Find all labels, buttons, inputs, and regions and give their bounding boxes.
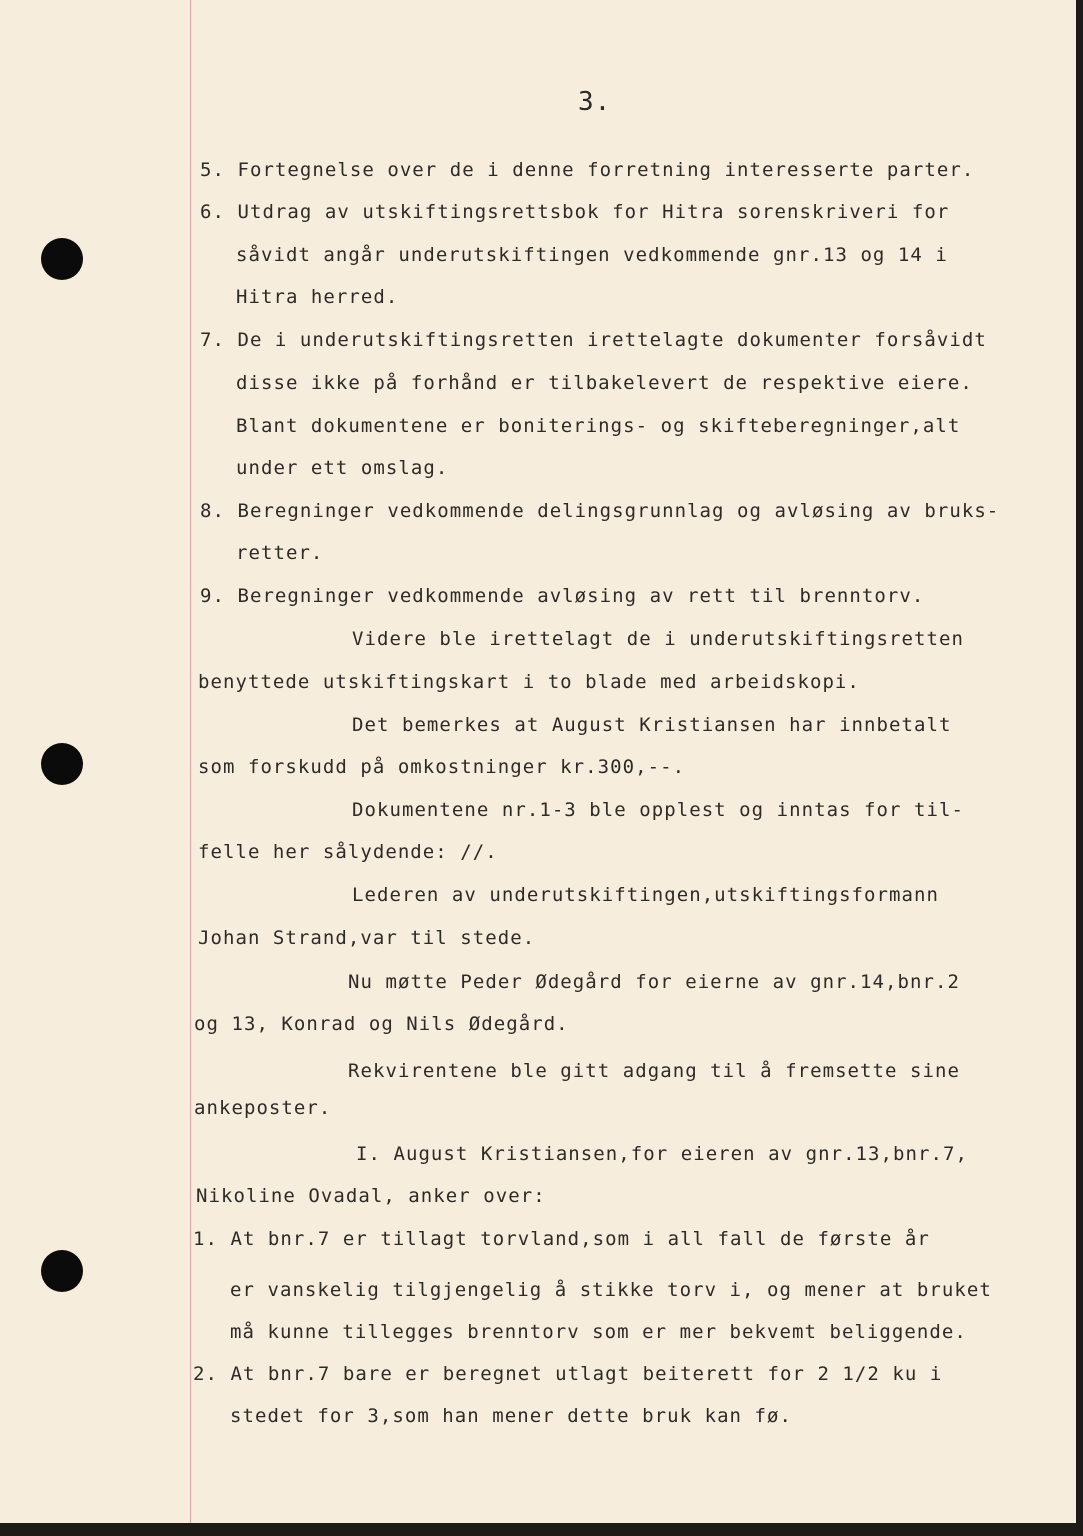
- paragraph-line: Dokumentene nr.1-3 ble opplest og inntas for til-: [352, 799, 964, 821]
- list-item-7: 7. De i underutskiftingsretten irettelagte dokumenter forsåvidt: [200, 329, 987, 351]
- list-item-9: 9. Beregninger vedkommende avløsing av rett til brenntorv.: [200, 585, 925, 607]
- list-item-8: 8. Beregninger vedkommende delingsgrunnlag og avløsing av bruks-: [200, 500, 1000, 522]
- paragraph-line: Nikoline Ovadal, anker over:: [196, 1185, 546, 1207]
- paragraph-line: Det bemerkes at August Kristiansen har innbetalt: [352, 714, 952, 736]
- list-item-7-cont-3: under ett omslag.: [236, 457, 449, 479]
- page-number: 3.: [578, 87, 612, 117]
- list-item-8-cont: retter.: [236, 542, 324, 564]
- punch-hole-top: [41, 238, 83, 280]
- paragraph-line: Rekvirentene ble gitt adgang til å fremsette sine: [348, 1060, 960, 1082]
- paragraph-line: I. August Kristiansen,for eieren av gnr.13,bnr.7,: [356, 1143, 968, 1165]
- appeal-item-1-cont-1: er vanskelig tilgjengelig å stikke torv i, og mener at bruket: [230, 1279, 992, 1301]
- paragraph-line: Videre ble irettelagt de i underutskiftingsretten: [352, 628, 964, 650]
- paragraph-line: Johan Strand,var til stede.: [198, 927, 536, 949]
- appeal-item-1-cont-2: må kunne tillegges brenntorv som er mer bekvemt beliggende.: [230, 1321, 967, 1343]
- punch-hole-middle: [41, 743, 83, 785]
- paragraph-line: felle her sålydende: //.: [198, 841, 498, 863]
- appeal-item-2: 2. At bnr.7 bare er beregnet utlagt beiterett for 2 1/2 ku i: [193, 1363, 943, 1385]
- paragraph-line: ankeposter.: [194, 1097, 332, 1119]
- punch-hole-bottom: [41, 1250, 83, 1292]
- appeal-item-2-cont: stedet for 3,som han mener dette bruk kan fø.: [230, 1405, 793, 1427]
- paragraph-line: som forskudd på omkostninger kr.300,--.: [198, 756, 686, 778]
- paragraph-line: og 13, Konrad og Nils Ødegård.: [194, 1013, 569, 1035]
- margin-rule: [190, 0, 191, 1523]
- paragraph-line: Nu møtte Peder Ødegård for eierne av gnr.14,bnr.2: [348, 971, 960, 993]
- list-item-7-cont-2: Blant dokumentene er boniterings- og skifteberegninger,alt: [236, 415, 961, 437]
- list-item-7-cont-1: disse ikke på forhånd er tilbakelevert de respektive eiere.: [236, 372, 973, 394]
- list-item-6-cont-1: såvidt angår underutskiftingen vedkommende gnr.13 og 14 i: [236, 244, 948, 266]
- paragraph-line: benyttede utskiftingskart i to blade med arbeidskopi.: [198, 671, 860, 693]
- list-item-5: 5. Fortegnelse over de i denne forretning interesserte parter.: [200, 159, 975, 181]
- appeal-item-1: 1. At bnr.7 er tillagt torvland,som i all fall de første år: [193, 1228, 930, 1250]
- list-item-6: 6. Utdrag av utskiftingsrettsbok for Hitra sorenskriveri for: [200, 201, 950, 223]
- list-item-6-cont-2: Hitra herred.: [236, 286, 399, 308]
- paragraph-line: Lederen av underutskiftingen,utskiftingsformann: [352, 884, 939, 906]
